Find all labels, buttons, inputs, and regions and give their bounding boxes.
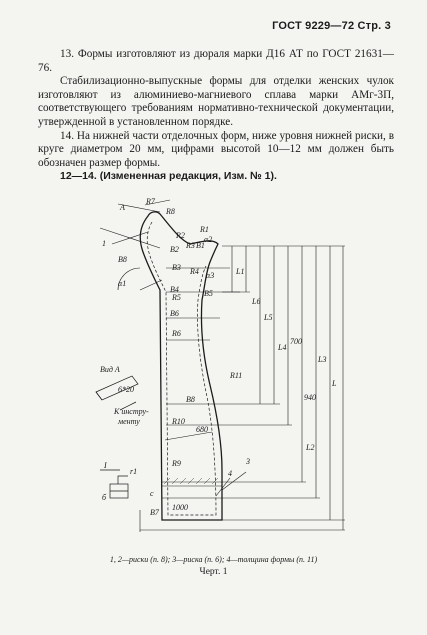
label-r10: R10	[172, 417, 185, 426]
form-inner-contour	[147, 222, 216, 515]
label-r1-small: r1	[130, 467, 138, 476]
label-to-tool-2: менту	[118, 417, 140, 426]
label-l5: L5	[264, 313, 273, 322]
label-l1: L1	[236, 267, 245, 276]
label-c: с	[150, 489, 154, 498]
label-alpha2: α2	[204, 235, 213, 244]
label-b5: B5	[204, 289, 213, 298]
label-num-4: 4	[228, 469, 232, 478]
label-b1: B1	[196, 241, 205, 250]
label-alpha3: α3	[206, 271, 215, 280]
figure-caption: 1, 2—риски (п. 8); 3—риска (п. 6); 4—толщина формы (п. 11)	[109, 555, 318, 564]
label-section-i: I	[104, 461, 107, 470]
label-r3: R3	[186, 241, 195, 250]
label-b3: B3	[172, 263, 181, 272]
label-940: 940	[304, 393, 316, 402]
paragraph-13: 13. Формы изготовляют из дюраля марки Д16 АТ по ГОСТ 21631—76.	[38, 48, 394, 74]
label-num-1: 1	[102, 239, 106, 248]
label-l3: L3	[318, 355, 327, 364]
label-l: L	[332, 379, 337, 388]
label-b8-left: B8	[118, 255, 127, 264]
label-r2: R2	[176, 231, 185, 240]
label-r4: R4	[190, 267, 199, 276]
label-r1: R1	[200, 225, 209, 234]
label-l2: L2	[306, 443, 315, 452]
label-to-tool: К инстру-	[114, 407, 149, 416]
label-1000: 1000	[172, 503, 188, 512]
label-b-small: б	[102, 493, 107, 502]
label-b8: B8	[186, 395, 195, 404]
label-alpha1: α1	[118, 279, 127, 288]
label-view-a: Вид А	[100, 365, 120, 374]
label-700: 700	[290, 337, 302, 346]
label-680: 680	[196, 425, 208, 434]
label-b7: B7	[150, 508, 159, 517]
form-outer-contour	[140, 212, 222, 520]
page-header: ГОСТ 9229—72 Стр. 3	[272, 20, 391, 32]
label-r5: R5	[172, 293, 181, 302]
label-r9: R9	[172, 459, 181, 468]
paragraph-amendment-note: 12—14. (Измененная редакция, Изм. № 1).	[60, 170, 277, 183]
label-b2: B2	[170, 245, 179, 254]
label-b6: B6	[170, 309, 179, 318]
label-a: А	[120, 203, 125, 212]
label-l6: L6	[252, 297, 261, 306]
label-r8-top: R8	[166, 207, 175, 216]
figure-label: Черт. 1	[199, 567, 228, 577]
label-num-3: 3	[246, 457, 250, 466]
lower-hatching	[164, 478, 218, 484]
label-r6: R6	[172, 329, 181, 338]
paragraph-14: 14. На нижней части отделочных форм, ниже уровня нижней риски, в круге диаметром 20 мм, цифрами высотой 10—12 мм должен быть обозначен размер формы.	[38, 129, 394, 169]
paragraph-stabilization-forms: Стабилизационно-выпускные формы для отделки женских чулок изготовляют из алюминиево-магниевого сплава марки АМг-3П, соответствующего требованиям нормативно-технической документации, утвержденной в установленном порядке.	[38, 75, 394, 128]
label-b4: B4	[170, 285, 179, 294]
label-r11: R11	[230, 371, 243, 380]
label-l4: L4	[278, 343, 287, 352]
label-6x20: 6*20	[118, 385, 134, 394]
label-r7: R7	[146, 197, 155, 206]
